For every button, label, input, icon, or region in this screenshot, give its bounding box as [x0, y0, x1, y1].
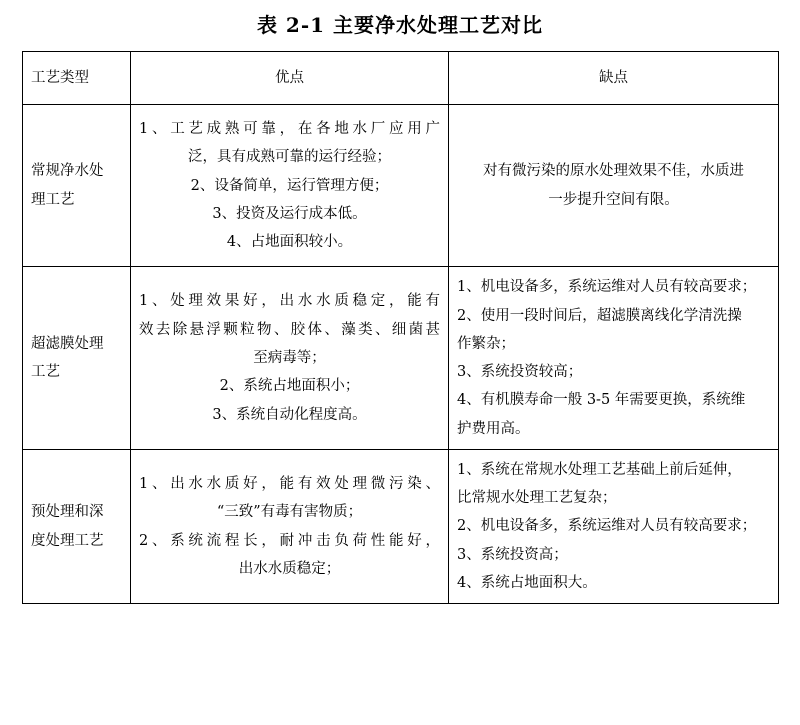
table-header-row	[23, 52, 779, 105]
cell-advantages	[131, 105, 449, 267]
table-row	[23, 267, 779, 450]
text-line: 1、处理效果好，出水水质稳定，能有	[139, 293, 440, 310]
header-cell-type: 工艺类型	[23, 52, 131, 105]
page-title: 表 2-1 主要净水处理工艺对比	[256, 13, 544, 37]
cell-disadvantages	[449, 267, 779, 450]
text-line: “三致”有毒有害物质；	[216, 504, 363, 521]
text-line: 一步提升空间有限。	[548, 191, 679, 208]
header-cell-pros: 优点	[131, 52, 449, 105]
cell-advantages	[131, 449, 449, 603]
table-row	[23, 449, 779, 603]
text-line: 效去除悬浮颗粒物、胶体、藻类、细菌甚	[139, 321, 440, 338]
text-line: 3、系统自动化程度高。	[212, 406, 367, 423]
cell-disadvantages	[449, 105, 779, 267]
text-line: 2、机电设备多，系统运维对人员有较高要求；	[457, 518, 757, 535]
text-line: 4、有机膜寿命一般 3-5 年需要更换，系统维	[457, 392, 746, 409]
text-line: 3、投资及运行成本低。	[212, 205, 367, 222]
table-body	[23, 105, 779, 604]
text-line: 至病毒等；	[253, 349, 326, 366]
cell-advantages	[131, 267, 449, 450]
text-line: 1、机电设备多，系统运维对人员有较高要求；	[457, 279, 757, 296]
cell-process-type: 超滤膜处理 工艺	[23, 267, 131, 450]
text-line: 泛，具有成熟可靠的运行经验；	[188, 149, 391, 166]
table-header	[23, 52, 779, 105]
process-comparison-table	[22, 51, 779, 604]
text-line: 比常规水处理工艺复杂；	[457, 490, 617, 507]
cell-process-type: 常规净水处 理工艺	[23, 105, 131, 267]
cell-process-type: 预处理和深 度处理工艺	[23, 449, 131, 603]
text-line: 作繁杂；	[457, 335, 515, 352]
text-line: 3、系统投资高；	[457, 546, 568, 563]
text-line: 1、出水水质好，能有效处理微污染、	[139, 476, 440, 493]
text-line: 1、工艺成熟可靠，在各地水厂应用广	[139, 121, 440, 137]
text-line: 2、系统流程长，耐冲击负荷性能好，	[139, 532, 440, 549]
text-line: 出水水质稳定；	[238, 560, 341, 577]
text-line: 2、系统占地面积小；	[219, 378, 360, 395]
table-row	[23, 105, 779, 267]
text-line: 2、使用一段时间后，超滤膜离线化学清洗操	[457, 307, 742, 324]
text-line: 1、系统在常规水处理工艺基础上前后延伸，	[457, 461, 742, 478]
text-line: 护费用高。	[457, 420, 530, 437]
text-line: 3、系统投资较高；	[457, 364, 583, 381]
text-line: 4、占地面积较小。	[226, 234, 353, 251]
cell-disadvantages	[449, 449, 779, 603]
header-cell-cons: 缺点	[449, 52, 779, 105]
text-line: 对有微污染的原水处理效果不佳，水质进	[483, 163, 744, 180]
text-line: 4、系统占地面积大。	[457, 574, 597, 591]
text-line: 2、设备简单，运行管理方便；	[190, 177, 389, 194]
